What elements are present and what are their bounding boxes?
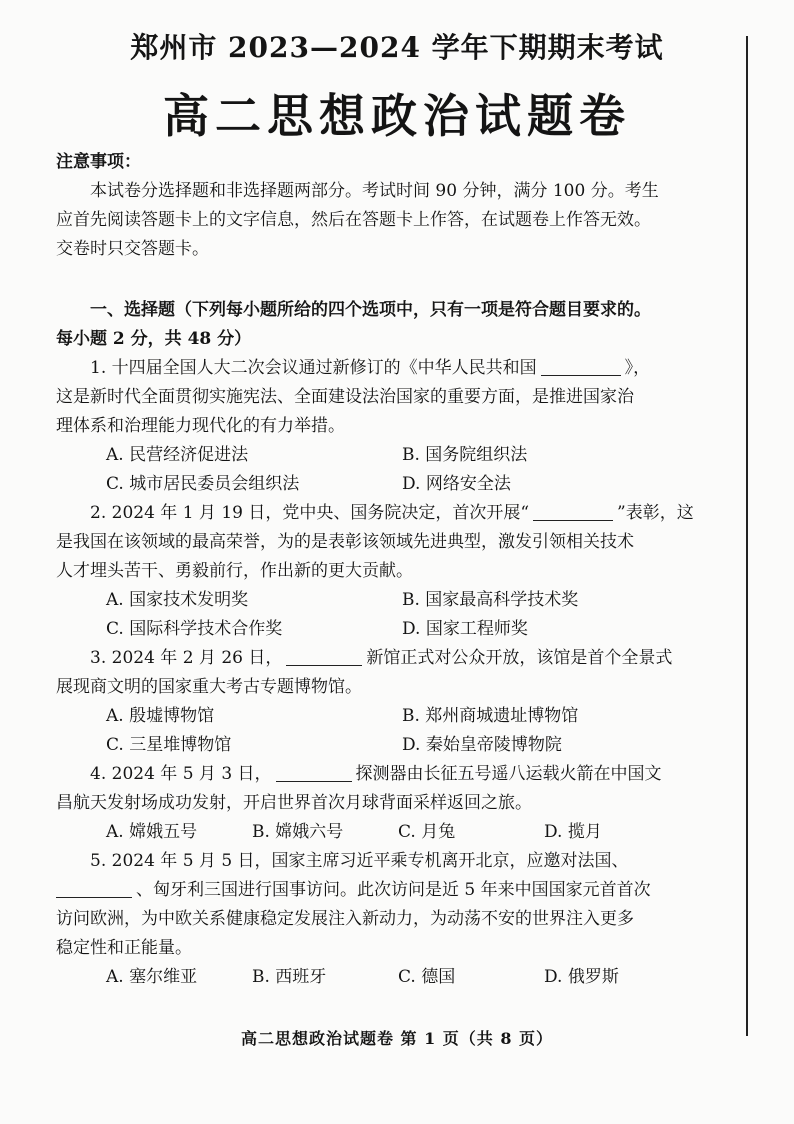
option-c: C. 月兔	[398, 822, 456, 842]
question-2-text: 2. 2024 年 1 月 19 日，党中央、国务院决定，首次开展“	[90, 503, 530, 523]
option-row	[56, 441, 712, 470]
section-heading-cont: 每小题 2 分，共 48 分）	[56, 329, 252, 349]
question-4-text-end: 探测器由长征五号遥八运载火箭在中国文	[355, 764, 662, 784]
option-row	[56, 963, 712, 992]
option-c: C. 城市居民委员会组织法	[106, 474, 300, 494]
option-d: D. 秦始皇帝陵博物院	[402, 735, 562, 755]
option-b: B. 嫦娥六号	[252, 822, 344, 842]
question-5-line: 5. 2024 年 5 月 5 日，国家主席习近平乘专机离开北京，应邀对法国、	[90, 851, 629, 871]
page-footer: 高二思想政治试题卷 第 1 页（共 8 页）	[240, 1029, 554, 1048]
question-1-text-end: 》，	[624, 358, 651, 378]
question-2-line: 是我国在该领域的最高荣誉，为的是表彰该领域先进典型，激发引领相关技术	[56, 532, 634, 552]
option-a: A. 嫦娥五号	[106, 822, 198, 842]
section-heading: 一、选择题（下列每小题所给的四个选项中，只有一项是符合题目要求的。	[90, 300, 651, 320]
option-b: B. 国务院组织法	[402, 445, 528, 465]
option-row	[56, 586, 712, 615]
notice-line: 本试卷分选择题和非选择题两部分。考试时间 90 分钟，满分 100 分。考生	[90, 181, 659, 201]
option-row	[56, 818, 712, 847]
option-row	[56, 702, 712, 731]
option-b: B. 西班牙	[252, 967, 327, 987]
option-d: D. 网络安全法	[402, 474, 511, 494]
option-d: D. 揽月	[544, 822, 602, 842]
answer-blank	[276, 763, 352, 782]
exam-content	[56, 148, 712, 992]
option-a: A. 殷墟博物馆	[106, 706, 215, 726]
question-3-line: 展现商文明的国家重大考古专题博物馆。	[56, 677, 362, 697]
question-1-line	[56, 354, 712, 383]
question-3-text: 3. 2024 年 2 月 26 日，	[90, 648, 283, 668]
option-d: D. 俄罗斯	[544, 967, 619, 987]
answer-blank	[533, 502, 613, 521]
question-5-text: 、匈牙利三国进行国事访问。此次访问是近 5 年来中国国家元首首次	[136, 880, 651, 900]
option-row	[56, 615, 712, 644]
exam-header: 郑州市 2023—2024 学年下期期末考试	[130, 31, 664, 64]
question-3-line	[56, 644, 712, 673]
question-2-text-end: ”表彰，这	[617, 503, 694, 523]
question-5-line: 访问欧洲，为中欧关系健康稳定发展注入新动力，为动荡不安的世界注入更多	[56, 909, 634, 929]
question-3-text-end: 新馆正式对公众开放，该馆是首个全景式	[366, 648, 673, 668]
answer-blank	[541, 357, 621, 376]
question-1-text: 1. 十四届全国人大二次会议通过新修订的《中华人民共和国	[90, 358, 537, 378]
exam-title: 高二思想政治试题卷	[163, 89, 631, 143]
option-row	[56, 731, 712, 760]
question-2-line: 人才埋头苦干、勇毅前行，作出新的更大贡献。	[56, 561, 413, 581]
option-row	[56, 470, 712, 499]
notice-line: 交卷时只交答题卡。	[56, 239, 209, 259]
margin-rule	[746, 36, 748, 1036]
option-d: D. 国家工程师奖	[402, 619, 528, 639]
question-4-line: 昌航天发射场成功发射，开启世界首次月球背面采样返回之旅。	[56, 793, 532, 813]
option-c: C. 三星堆博物馆	[106, 735, 232, 755]
question-5-line	[56, 876, 712, 905]
option-b: B. 国家最高科学技术奖	[402, 590, 579, 610]
option-a: A. 塞尔维亚	[106, 967, 198, 987]
question-1-line: 理体系和治理能力现代化的有力举措。	[56, 416, 345, 436]
notice-line: 应首先阅读答题卡上的文字信息，然后在答题卡上作答，在试题卷上作答无效。	[56, 210, 651, 230]
question-4-line	[56, 760, 712, 789]
option-c: C. 德国	[398, 967, 456, 987]
option-a: A. 国家技术发明奖	[106, 590, 249, 610]
question-5-line: 稳定性和正能量。	[56, 938, 192, 958]
question-2-line	[56, 499, 712, 528]
question-1-line: 这是新时代全面贯彻实施宪法、全面建设法治国家的重要方面，是推进国家治	[56, 387, 634, 407]
question-4-text: 4. 2024 年 5 月 3 日，	[90, 764, 272, 784]
answer-blank	[286, 647, 362, 666]
notice-heading: 注意事项：	[56, 152, 141, 172]
option-c: C. 国际科学技术合作奖	[106, 619, 283, 639]
option-b: B. 郑州商城遗址博物馆	[402, 706, 579, 726]
option-a: A. 民营经济促进法	[106, 445, 249, 465]
answer-blank	[56, 879, 132, 898]
